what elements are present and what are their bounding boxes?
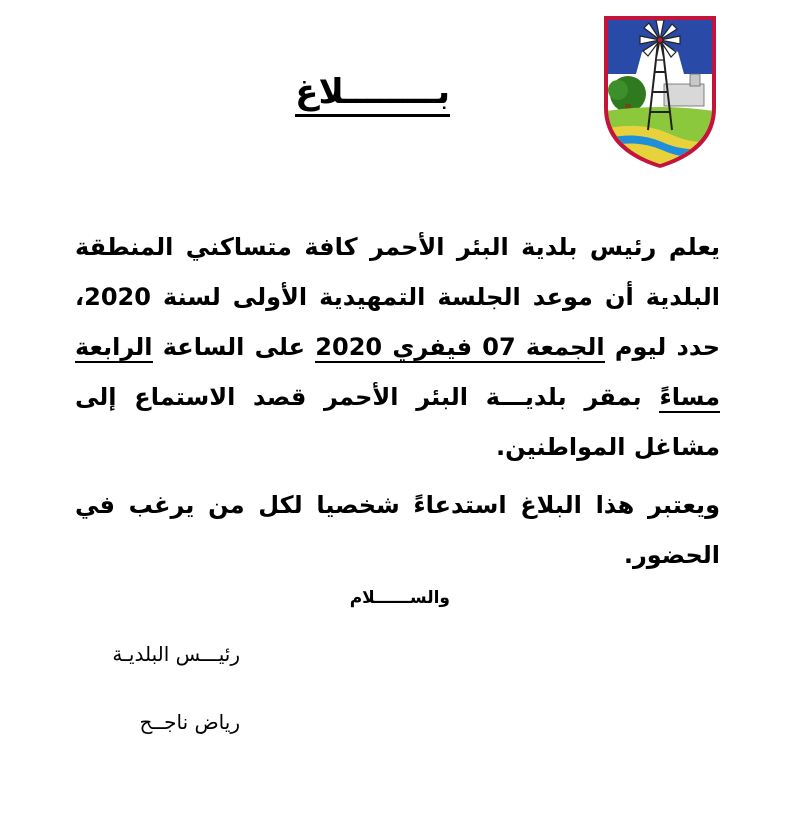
closing-greeting: والســــــلام	[349, 588, 450, 608]
p2-line-1: ويعتبر هذا البلاغ استدعاءً شخصيا لكل من يرغب في	[75, 491, 720, 519]
paragraph-2	[75, 480, 720, 580]
p1-line-5: إلى مشاغل المواطنين.	[75, 383, 720, 461]
meeting-date: الجمعة 07 فيفري 2020	[315, 333, 605, 361]
p1-line-3a: حدد ليوم	[604, 333, 720, 361]
paragraph-1	[75, 222, 720, 472]
signature-name: رياض ناجــح	[139, 710, 240, 734]
announcement-body	[75, 222, 720, 580]
title-text: بــــــــلاغ	[295, 72, 450, 117]
p1-line-1: يعلم رئيس بلدية البئر الأحمر كافة متساكني المنطقة	[75, 233, 720, 261]
meeting-time: الرابعة مساءً	[75, 333, 720, 411]
page-title	[295, 72, 450, 117]
p2-line-2: الحضور.	[623, 541, 720, 569]
p1-line-3b: على الساعة	[162, 333, 316, 361]
p1-line-4b: بمقر بلديـــة البئر الأحمر قصد الاستماع	[134, 383, 660, 411]
windmill-emblem-icon	[600, 12, 720, 170]
signature-role: رئيـــس البلديـة	[112, 642, 240, 666]
municipality-logo	[600, 12, 720, 170]
p1-line-2: البلدية أن موعد الجلسة التمهيدية الأولى لسنة 2020،	[75, 283, 720, 311]
